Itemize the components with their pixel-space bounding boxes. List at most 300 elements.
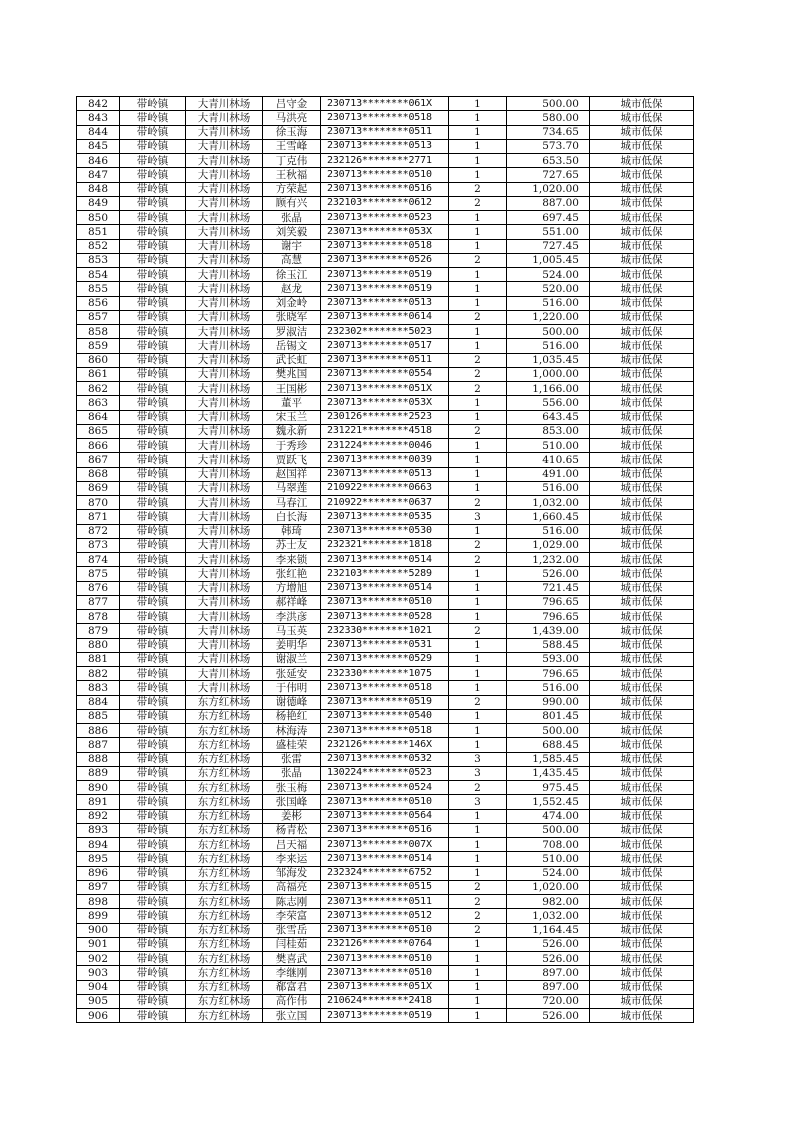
amount-cell: 887.00 (507, 196, 590, 210)
village-cell: 大青川林场 (186, 253, 263, 267)
category-cell: 城市低保 (590, 581, 694, 595)
table-row (77, 652, 694, 666)
table-row (77, 239, 694, 253)
seq-cell: 864 (77, 410, 120, 424)
id-cell: 230713********0510 (321, 923, 449, 937)
amount-cell: 643.45 (507, 410, 590, 424)
name-cell: 方荣起 (263, 182, 321, 196)
seq-cell: 866 (77, 439, 120, 453)
amount-cell: 526.00 (507, 1009, 590, 1023)
category-cell: 城市低保 (590, 966, 694, 980)
category-cell: 城市低保 (590, 952, 694, 966)
village-cell: 大青川林场 (186, 367, 263, 381)
village-cell: 大青川林场 (186, 139, 263, 153)
table-row (77, 937, 694, 951)
town-cell: 带岭镇 (120, 325, 186, 339)
id-cell: 230713********007X (321, 838, 449, 852)
id-cell: 230713********0529 (321, 652, 449, 666)
amount-cell: 1,232.00 (507, 553, 590, 567)
village-cell: 东方红林场 (186, 994, 263, 1008)
town-cell: 带岭镇 (120, 453, 186, 467)
household-size-cell: 1 (449, 296, 507, 310)
category-cell: 城市低保 (590, 766, 694, 780)
amount-cell: 500.00 (507, 823, 590, 837)
category-cell: 城市低保 (590, 510, 694, 524)
village-cell: 大青川林场 (186, 125, 263, 139)
table-row (77, 524, 694, 538)
table-row (77, 595, 694, 609)
amount-cell: 727.45 (507, 239, 590, 253)
seq-cell: 867 (77, 453, 120, 467)
village-cell: 东方红林场 (186, 724, 263, 738)
category-cell: 城市低保 (590, 196, 694, 210)
category-cell: 城市低保 (590, 652, 694, 666)
id-cell: 230713********0510 (321, 952, 449, 966)
table-row (77, 367, 694, 381)
household-size-cell: 2 (449, 496, 507, 510)
id-cell: 130224********0523 (321, 766, 449, 780)
name-cell: 岳锡文 (263, 339, 321, 353)
id-cell: 231221********4518 (321, 424, 449, 438)
category-cell: 城市低保 (590, 866, 694, 880)
amount-cell: 516.00 (507, 339, 590, 353)
id-cell: 210922********0663 (321, 481, 449, 495)
seq-cell: 885 (77, 709, 120, 723)
village-cell: 大青川林场 (186, 567, 263, 581)
seq-cell: 892 (77, 809, 120, 823)
name-cell: 徐玉江 (263, 268, 321, 282)
amount-cell: 708.00 (507, 838, 590, 852)
amount-cell: 720.00 (507, 994, 590, 1008)
category-cell: 城市低保 (590, 695, 694, 709)
town-cell: 带岭镇 (120, 638, 186, 652)
village-cell: 大青川林场 (186, 624, 263, 638)
category-cell: 城市低保 (590, 809, 694, 823)
seq-cell: 871 (77, 510, 120, 524)
category-cell: 城市低保 (590, 709, 694, 723)
category-cell: 城市低保 (590, 296, 694, 310)
name-cell: 李洪彦 (263, 610, 321, 624)
amount-cell: 990.00 (507, 695, 590, 709)
household-size-cell: 2 (449, 182, 507, 196)
id-cell: 230713********0519 (321, 695, 449, 709)
village-cell: 大青川林场 (186, 581, 263, 595)
amount-cell: 580.00 (507, 111, 590, 125)
table-row (77, 196, 694, 210)
seq-cell: 850 (77, 211, 120, 225)
household-size-cell: 2 (449, 895, 507, 909)
table-row (77, 895, 694, 909)
table-row (77, 268, 694, 282)
name-cell: 马洪亮 (263, 111, 321, 125)
seq-cell: 883 (77, 681, 120, 695)
table-row (77, 966, 694, 980)
town-cell: 带岭镇 (120, 652, 186, 666)
category-cell: 城市低保 (590, 781, 694, 795)
amount-cell: 1,020.00 (507, 880, 590, 894)
table-row (77, 253, 694, 267)
category-cell: 城市低保 (590, 410, 694, 424)
table-row (77, 325, 694, 339)
village-cell: 东方红林场 (186, 880, 263, 894)
amount-cell: 727.65 (507, 168, 590, 182)
table-row (77, 766, 694, 780)
table-row (77, 282, 694, 296)
id-cell: 230126********2523 (321, 410, 449, 424)
category-cell: 城市低保 (590, 937, 694, 951)
household-size-cell: 2 (449, 553, 507, 567)
household-size-cell: 1 (449, 439, 507, 453)
seq-cell: 901 (77, 937, 120, 951)
table-row (77, 638, 694, 652)
village-cell: 大青川林场 (186, 424, 263, 438)
name-cell: 李荣富 (263, 909, 321, 923)
household-size-cell: 1 (449, 980, 507, 994)
id-cell: 232302********5023 (321, 325, 449, 339)
category-cell: 城市低保 (590, 453, 694, 467)
village-cell: 大青川林场 (186, 225, 263, 239)
table-row (77, 567, 694, 581)
name-cell: 白长海 (263, 510, 321, 524)
seq-cell: 860 (77, 353, 120, 367)
name-cell: 武长虹 (263, 353, 321, 367)
village-cell: 东方红林场 (186, 781, 263, 795)
amount-cell: 516.00 (507, 481, 590, 495)
village-cell: 东方红林场 (186, 866, 263, 880)
name-cell: 樊兆国 (263, 367, 321, 381)
village-cell: 大青川林场 (186, 353, 263, 367)
id-cell: 230713********0519 (321, 1009, 449, 1023)
id-cell: 230713********0518 (321, 111, 449, 125)
id-cell: 230713********0554 (321, 367, 449, 381)
town-cell: 带岭镇 (120, 766, 186, 780)
town-cell: 带岭镇 (120, 681, 186, 695)
name-cell: 方增旭 (263, 581, 321, 595)
village-cell: 东方红林场 (186, 966, 263, 980)
name-cell: 高作伟 (263, 994, 321, 1008)
village-cell: 大青川林场 (186, 638, 263, 652)
amount-cell: 697.45 (507, 211, 590, 225)
town-cell: 带岭镇 (120, 966, 186, 980)
amount-cell: 1,435.45 (507, 766, 590, 780)
amount-cell: 796.65 (507, 667, 590, 681)
village-cell: 大青川林场 (186, 652, 263, 666)
category-cell: 城市低保 (590, 667, 694, 681)
seq-cell: 862 (77, 382, 120, 396)
id-cell: 230713********0513 (321, 467, 449, 481)
village-cell: 大青川林场 (186, 667, 263, 681)
village-cell: 大青川林场 (186, 553, 263, 567)
category-cell: 城市低保 (590, 353, 694, 367)
town-cell: 带岭镇 (120, 994, 186, 1008)
town-cell: 带岭镇 (120, 909, 186, 923)
village-cell: 大青川林场 (186, 681, 263, 695)
amount-cell: 520.00 (507, 282, 590, 296)
town-cell: 带岭镇 (120, 752, 186, 766)
town-cell: 带岭镇 (120, 823, 186, 837)
id-cell: 230713********0517 (321, 339, 449, 353)
village-cell: 东方红林场 (186, 823, 263, 837)
household-size-cell: 1 (449, 410, 507, 424)
household-size-cell: 1 (449, 937, 507, 951)
id-cell: 232321********1818 (321, 538, 449, 552)
id-cell: 230713********0514 (321, 553, 449, 567)
amount-cell: 491.00 (507, 467, 590, 481)
amount-cell: 1,020.00 (507, 182, 590, 196)
seq-cell: 900 (77, 923, 120, 937)
table-row (77, 410, 694, 424)
table-row (77, 211, 694, 225)
household-size-cell: 3 (449, 766, 507, 780)
household-size-cell: 2 (449, 310, 507, 324)
table-row (77, 467, 694, 481)
amount-cell: 526.00 (507, 567, 590, 581)
id-cell: 232330********1021 (321, 624, 449, 638)
category-cell: 城市低保 (590, 724, 694, 738)
household-size-cell: 1 (449, 139, 507, 153)
household-size-cell: 1 (449, 823, 507, 837)
village-cell: 东方红林场 (186, 709, 263, 723)
table-body (77, 97, 694, 1023)
name-cell: 樊喜武 (263, 952, 321, 966)
household-size-cell: 1 (449, 738, 507, 752)
amount-cell: 1,005.45 (507, 253, 590, 267)
village-cell: 大青川林场 (186, 496, 263, 510)
seq-cell: 878 (77, 610, 120, 624)
village-cell: 东方红林场 (186, 738, 263, 752)
id-cell: 232324********6752 (321, 866, 449, 880)
table-row (77, 581, 694, 595)
table-row (77, 866, 694, 880)
town-cell: 带岭镇 (120, 553, 186, 567)
category-cell: 城市低保 (590, 496, 694, 510)
table-row (77, 952, 694, 966)
name-cell: 张红艳 (263, 567, 321, 581)
table-row (77, 838, 694, 852)
town-cell: 带岭镇 (120, 353, 186, 367)
amount-cell: 500.00 (507, 724, 590, 738)
id-cell: 230713********0528 (321, 610, 449, 624)
category-cell: 城市低保 (590, 681, 694, 695)
id-cell: 232103********0612 (321, 196, 449, 210)
town-cell: 带岭镇 (120, 980, 186, 994)
village-cell: 东方红林场 (186, 909, 263, 923)
category-cell: 城市低保 (590, 838, 694, 852)
table-row (77, 823, 694, 837)
seq-cell: 902 (77, 952, 120, 966)
seq-cell: 874 (77, 553, 120, 567)
table-row (77, 1009, 694, 1023)
village-cell: 东方红林场 (186, 923, 263, 937)
household-size-cell: 2 (449, 424, 507, 438)
amount-cell: 853.00 (507, 424, 590, 438)
name-cell: 张晶 (263, 211, 321, 225)
name-cell: 姜彬 (263, 809, 321, 823)
table-row (77, 923, 694, 937)
category-cell: 城市低保 (590, 253, 694, 267)
id-cell: 230713********053X (321, 225, 449, 239)
household-size-cell: 1 (449, 724, 507, 738)
village-cell: 大青川林场 (186, 339, 263, 353)
category-cell: 城市低保 (590, 339, 694, 353)
id-cell: 230713********0510 (321, 168, 449, 182)
household-size-cell: 1 (449, 667, 507, 681)
name-cell: 张雪岳 (263, 923, 321, 937)
category-cell: 城市低保 (590, 211, 694, 225)
id-cell: 230713********0510 (321, 795, 449, 809)
household-size-cell: 1 (449, 709, 507, 723)
amount-cell: 982.00 (507, 895, 590, 909)
village-cell: 东方红林场 (186, 952, 263, 966)
town-cell: 带岭镇 (120, 952, 186, 966)
name-cell: 李来运 (263, 852, 321, 866)
seq-cell: 890 (77, 781, 120, 795)
town-cell: 带岭镇 (120, 496, 186, 510)
id-cell: 230713********0516 (321, 182, 449, 196)
id-cell: 230713********0518 (321, 239, 449, 253)
seq-cell: 894 (77, 838, 120, 852)
seq-cell: 852 (77, 239, 120, 253)
household-size-cell: 1 (449, 453, 507, 467)
amount-cell: 796.65 (507, 595, 590, 609)
village-cell: 大青川林场 (186, 154, 263, 168)
name-cell: 林海涛 (263, 724, 321, 738)
household-size-cell: 1 (449, 581, 507, 595)
table-row (77, 538, 694, 552)
name-cell: 闫桂茹 (263, 937, 321, 951)
household-size-cell: 1 (449, 239, 507, 253)
table-row (77, 624, 694, 638)
household-size-cell: 1 (449, 467, 507, 481)
table-row (77, 139, 694, 153)
id-cell: 230713********0531 (321, 638, 449, 652)
name-cell: 李继刚 (263, 966, 321, 980)
town-cell: 带岭镇 (120, 838, 186, 852)
category-cell: 城市低保 (590, 481, 694, 495)
town-cell: 带岭镇 (120, 510, 186, 524)
town-cell: 带岭镇 (120, 211, 186, 225)
category-cell: 城市低保 (590, 97, 694, 111)
table-row (77, 610, 694, 624)
village-cell: 大青川林场 (186, 610, 263, 624)
town-cell: 带岭镇 (120, 624, 186, 638)
id-cell: 230713********0535 (321, 510, 449, 524)
amount-cell: 734.65 (507, 125, 590, 139)
household-size-cell: 1 (449, 866, 507, 880)
category-cell: 城市低保 (590, 567, 694, 581)
seq-cell: 848 (77, 182, 120, 196)
id-cell: 232330********1075 (321, 667, 449, 681)
name-cell: 谢淑兰 (263, 652, 321, 666)
seq-cell: 846 (77, 154, 120, 168)
amount-cell: 588.45 (507, 638, 590, 652)
category-cell: 城市低保 (590, 1009, 694, 1023)
name-cell: 谢德峰 (263, 695, 321, 709)
id-cell: 230713********0511 (321, 353, 449, 367)
id-cell: 230713********0564 (321, 809, 449, 823)
town-cell: 带岭镇 (120, 424, 186, 438)
table-row (77, 296, 694, 310)
town-cell: 带岭镇 (120, 339, 186, 353)
name-cell: 张国峰 (263, 795, 321, 809)
seq-cell: 854 (77, 268, 120, 282)
name-cell: 于秀珍 (263, 439, 321, 453)
town-cell: 带岭镇 (120, 738, 186, 752)
category-cell: 城市低保 (590, 310, 694, 324)
seq-cell: 873 (77, 538, 120, 552)
name-cell: 张晓军 (263, 310, 321, 324)
household-size-cell: 2 (449, 695, 507, 709)
id-cell: 230713********0512 (321, 909, 449, 923)
seq-cell: 857 (77, 310, 120, 324)
id-cell: 230713********053X (321, 396, 449, 410)
seq-cell: 887 (77, 738, 120, 752)
seq-cell: 847 (77, 168, 120, 182)
id-cell: 230713********0519 (321, 268, 449, 282)
amount-cell: 1,166.00 (507, 382, 590, 396)
village-cell: 大青川林场 (186, 211, 263, 225)
town-cell: 带岭镇 (120, 1009, 186, 1023)
category-cell: 城市低保 (590, 239, 694, 253)
amount-cell: 524.00 (507, 268, 590, 282)
name-cell: 刘金岭 (263, 296, 321, 310)
name-cell: 吕天福 (263, 838, 321, 852)
village-cell: 大青川林场 (186, 325, 263, 339)
seq-cell: 868 (77, 467, 120, 481)
household-size-cell: 1 (449, 339, 507, 353)
town-cell: 带岭镇 (120, 139, 186, 153)
seq-cell: 851 (77, 225, 120, 239)
household-size-cell: 3 (449, 795, 507, 809)
name-cell: 高慧 (263, 253, 321, 267)
seq-cell: 896 (77, 866, 120, 880)
id-cell: 230713********0526 (321, 253, 449, 267)
id-cell: 230713********0614 (321, 310, 449, 324)
name-cell: 陈志刚 (263, 895, 321, 909)
name-cell: 董平 (263, 396, 321, 410)
amount-cell: 1,552.45 (507, 795, 590, 809)
category-cell: 城市低保 (590, 923, 694, 937)
category-cell: 城市低保 (590, 553, 694, 567)
name-cell: 张玉梅 (263, 781, 321, 795)
category-cell: 城市低保 (590, 111, 694, 125)
seq-cell: 872 (77, 524, 120, 538)
amount-cell: 573.70 (507, 139, 590, 153)
seq-cell: 888 (77, 752, 120, 766)
village-cell: 大青川林场 (186, 196, 263, 210)
amount-cell: 796.65 (507, 610, 590, 624)
amount-cell: 551.00 (507, 225, 590, 239)
village-cell: 大青川林场 (186, 97, 263, 111)
table-row (77, 496, 694, 510)
village-cell: 大青川林场 (186, 538, 263, 552)
table-row (77, 667, 694, 681)
id-cell: 230713********061X (321, 97, 449, 111)
household-size-cell: 1 (449, 481, 507, 495)
name-cell: 马春江 (263, 496, 321, 510)
id-cell: 230713********0039 (321, 453, 449, 467)
category-cell: 城市低保 (590, 909, 694, 923)
village-cell: 大青川林场 (186, 239, 263, 253)
town-cell: 带岭镇 (120, 724, 186, 738)
name-cell: 郗富君 (263, 980, 321, 994)
seq-cell: 869 (77, 481, 120, 495)
village-cell: 大青川林场 (186, 382, 263, 396)
category-cell: 城市低保 (590, 396, 694, 410)
amount-cell: 410.65 (507, 453, 590, 467)
household-size-cell: 1 (449, 952, 507, 966)
village-cell: 东方红林场 (186, 752, 263, 766)
